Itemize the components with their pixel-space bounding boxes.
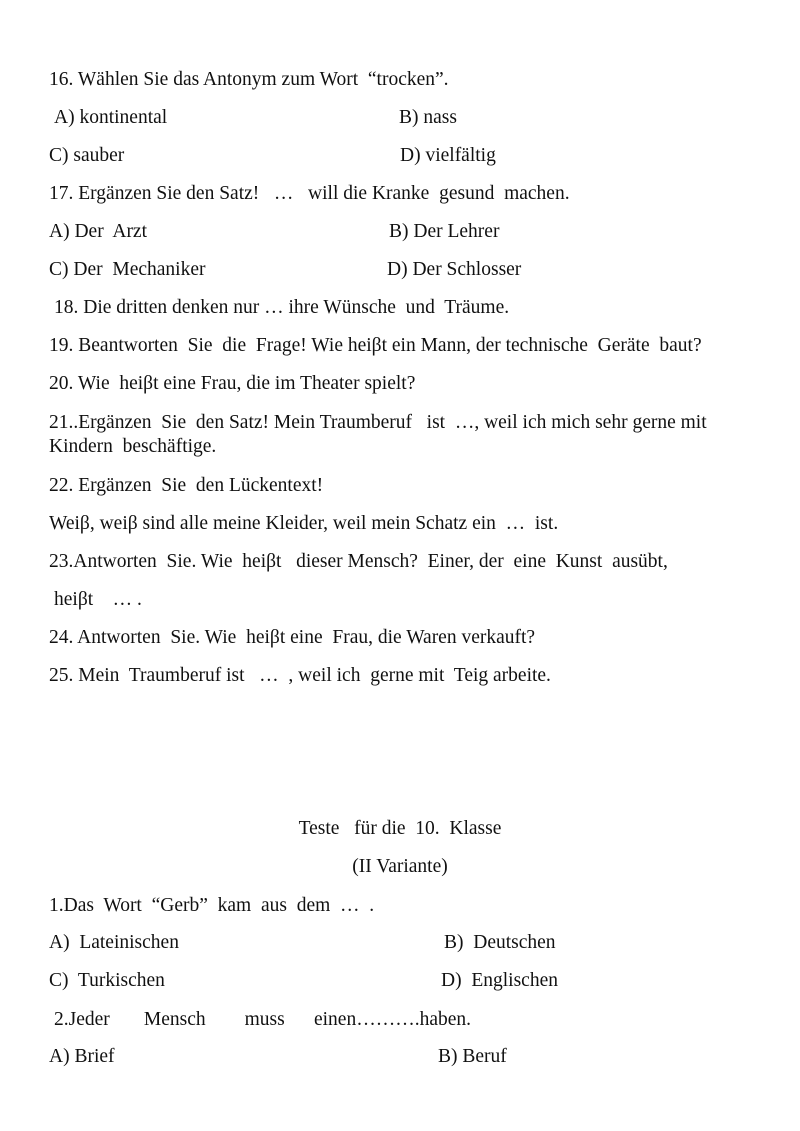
question-17-option-b: B) Der Lehrer: [389, 221, 500, 242]
variant-2-question-1-option-a: A) Lateinischen: [49, 932, 179, 953]
question-23-line-2: heiβt … .: [54, 589, 142, 610]
question-19: 19. Beantworten Sie die Frage! Wie heiβt ein Mann, der technische Geräte baut?: [49, 335, 702, 356]
question-17: 17. Ergänzen Sie den Satz! … will die Kranke gesund machen.: [49, 183, 570, 204]
question-16-option-b: B) nass: [399, 107, 457, 128]
section-variant: (II Variante): [352, 856, 448, 877]
question-16: 16. Wählen Sie das Antonym zum Wort “trocken”.: [49, 69, 449, 90]
question-17-option-a: A) Der Arzt: [49, 221, 148, 242]
variant-2-question-2-option-a: A) Brief: [49, 1046, 115, 1067]
question-16-option-a: A) kontinental: [54, 107, 168, 128]
question-20: 20. Wie heiβt eine Frau, die im Theater spielt?: [49, 373, 416, 394]
question-21-line-2: Kindern beschäftige.: [49, 436, 217, 457]
question-16-option-c: C) sauber: [49, 145, 125, 166]
section-title: Teste für die 10. Klasse: [298, 818, 502, 839]
question-17-option-c: C) Der Mechaniker: [49, 259, 206, 280]
question-22-text: Weiβ, weiβ sind alle meine Kleider, weil mein Schatz ein … ist.: [49, 513, 559, 534]
variant-2-question-1-option-b: B) Deutschen: [444, 932, 556, 953]
variant-2-question-1-option-c: C) Turkischen: [49, 970, 165, 991]
question-21-line-1: 21..Ergänzen Sie den Satz! Mein Traumberuf ist …, weil ich mich sehr gerne mit: [49, 412, 707, 433]
question-24: 24. Antworten Sie. Wie heiβt eine Frau, die Waren verkauft?: [49, 627, 536, 648]
variant-2-question-2-option-b: B) Beruf: [438, 1046, 507, 1067]
question-25: 25. Mein Traumberuf ist … , weil ich gerne mit Teig arbeite.: [49, 665, 551, 686]
variant-2-question-1: 1.Das Wort “Gerb” kam aus dem … .: [49, 895, 375, 916]
question-23-line-1: 23.Antworten Sie. Wie heiβt dieser Mensch? Einer, der eine Kunst ausübt,: [49, 551, 668, 572]
variant-2-question-1-option-d: D) Englischen: [441, 970, 558, 991]
question-18: 18. Die dritten denken nur … ihre Wünsche und Träume.: [54, 297, 510, 318]
question-16-option-d: D) vielfältig: [400, 145, 496, 166]
question-17-option-d: D) Der Schlosser: [387, 259, 522, 280]
question-22: 22. Ergänzen Sie den Lückentext!: [49, 475, 324, 496]
variant-2-question-2: 2.Jeder Mensch muss einen……….haben.: [54, 1009, 472, 1030]
